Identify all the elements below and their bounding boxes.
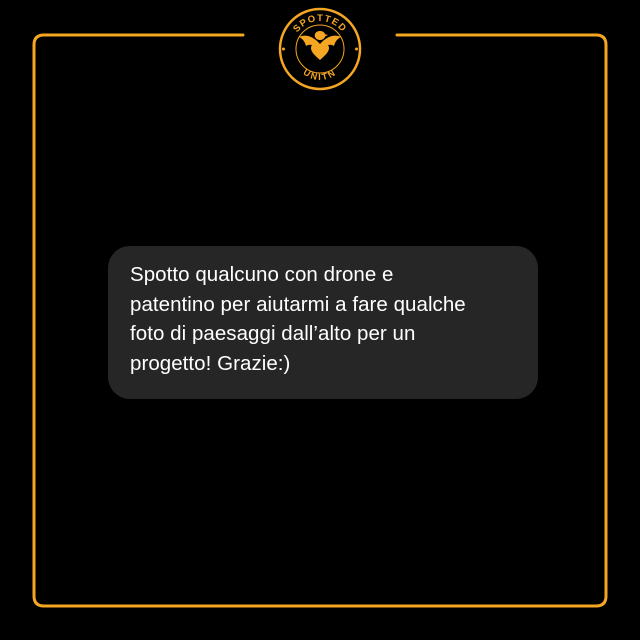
- message-line: patentino per aiutarmi a fare qualche: [130, 292, 466, 316]
- spotted-unitn-logo: [275, 4, 365, 94]
- logo-top-text: SPOTTED: [291, 12, 349, 35]
- message-line: progetto! Grazie:): [130, 351, 291, 375]
- message-bubble: [108, 246, 538, 399]
- message-line: Spotto qualcuno con drone e: [130, 263, 394, 286]
- message-line: foto di paesaggi dall’alto per un: [130, 322, 416, 345]
- logo-bottom-text: UNITN: [301, 67, 339, 83]
